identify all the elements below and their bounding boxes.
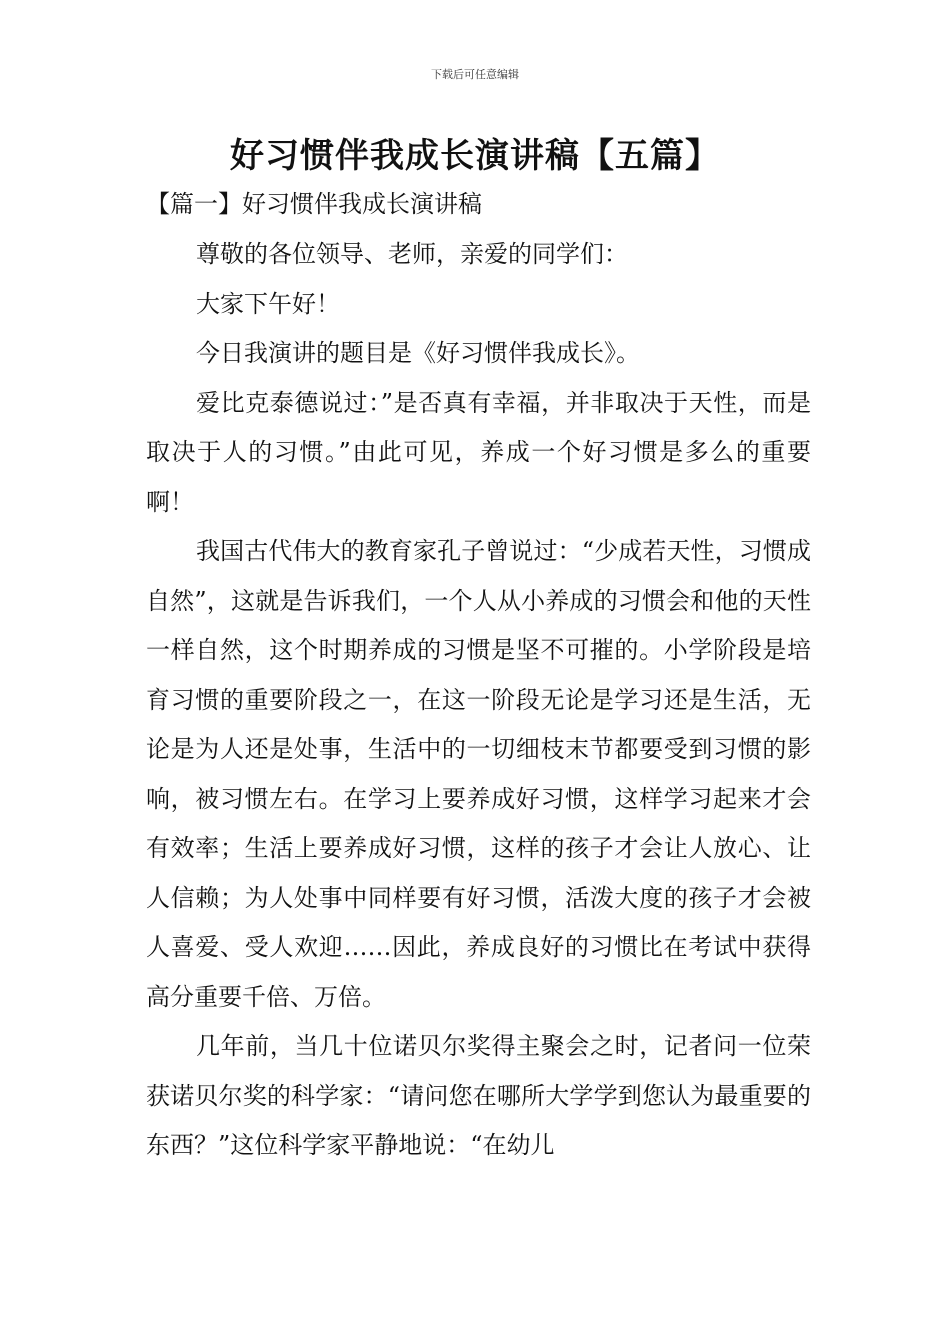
paragraph: 今日我演讲的题目是《好习惯伴我成长》。 <box>196 339 640 367</box>
paragraph: 我国古代伟大的教育家孔子曾说过：“少成若天性，习惯成自然”，这就是告诉我们，一个人从小养成的习惯会和他的天性一样自然，这个时期养成的习惯是坚不可摧的。小学阶段是培育习惯的重要阶段之一，在这一阶段无论是学习还是生活，无论是为人还是处事，生活中的一切细枝末节都要受到习惯的影响，被习惯左右。在学习上要养成好习惯，这样学习起来才会有效率；生活上要养成好习惯，这样的孩子才会让人放心、让人信赖；为人处事中同样要有好习惯，活泼大度的孩子才会被人喜爱、受人欢迎……因此，养成良好的习惯比在考试中获得高分重要千倍、万倍。 <box>146 537 811 1011</box>
header-note: 下载后可任意编辑 <box>431 68 519 81</box>
paragraph: 尊敬的各位领导、老师，亲爱的同学们： <box>196 240 628 268</box>
document-body <box>146 230 811 1171</box>
section-heading: 【篇一】好习惯伴我成长演讲稿 <box>146 190 482 218</box>
paragraph: 爱比克泰德说过：”是否真有幸福，并非取决于天性，而是取决于人的习惯。”由此可见，养成一个好习惯是多么的重要啊！ <box>146 388 811 516</box>
paragraph: 大家下午好！ <box>196 289 340 318</box>
paragraph: 几年前，当几十位诺贝尔奖得主聚会之时，记者问一位荣获诺贝尔奖的科学家：“请问您在哪所大学学到您认为最重要的东西？”这位科学家平静地说：“在幼儿 <box>146 1032 811 1159</box>
document-title: 好习惯伴我成长演讲稿【五篇】 <box>230 136 720 176</box>
